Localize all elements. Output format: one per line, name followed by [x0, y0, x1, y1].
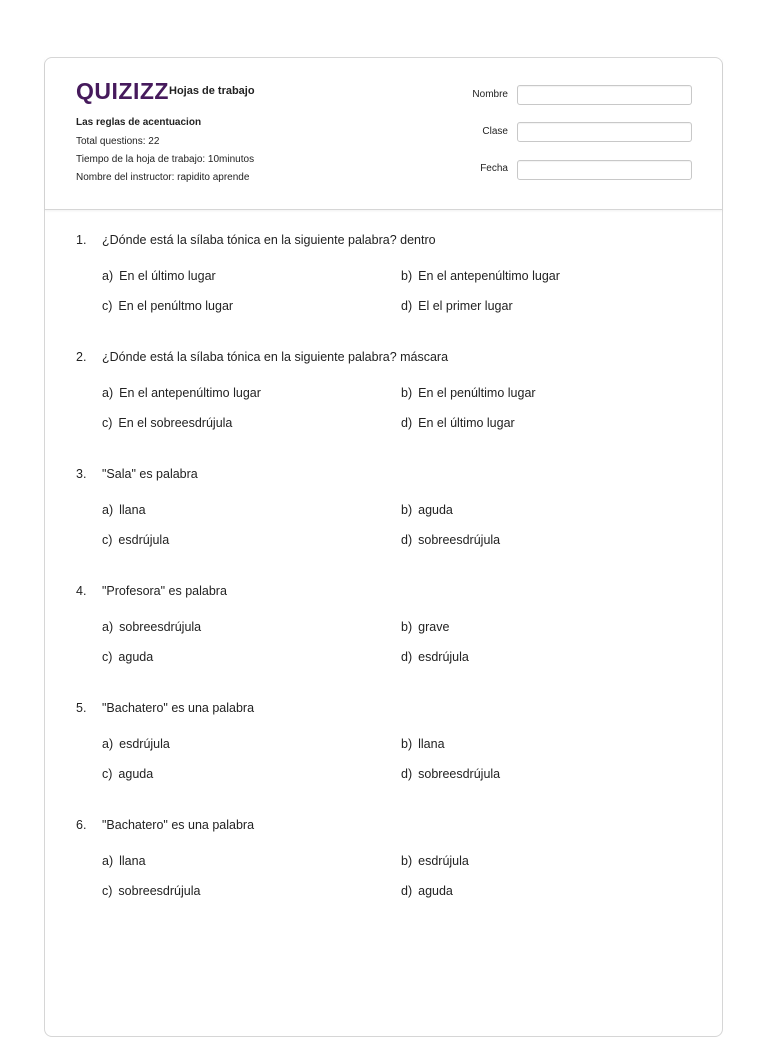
instructor-name: Nombre del instructor: rapidito aprende — [76, 172, 250, 183]
answer-option[interactable] — [401, 650, 469, 664]
option-letter: b) — [401, 269, 413, 283]
option-text: En el penúltmo lugar — [118, 299, 234, 313]
answer-option[interactable] — [401, 854, 469, 868]
answer-option[interactable] — [401, 269, 560, 283]
question-text: ¿Dónde está la sílaba tónica en la siguiente palabra? máscara — [102, 350, 449, 364]
option-text: llana — [119, 854, 146, 868]
question-text: "Bachatero" es una palabra — [102, 818, 255, 832]
option-letter: a) — [102, 386, 114, 400]
option-letter: b) — [401, 620, 413, 634]
answer-option[interactable] — [102, 533, 169, 547]
question-number: 3. — [76, 467, 87, 481]
question-text: ¿Dónde está la sílaba tónica en la siguiente palabra? dentro — [102, 233, 436, 247]
answer-option[interactable] — [102, 650, 153, 664]
total-questions: Total questions: 22 — [76, 136, 160, 147]
option-letter: c) — [102, 767, 113, 781]
question-number: 2. — [76, 350, 87, 364]
answer-option[interactable] — [401, 884, 453, 898]
worksheet-title: Las reglas de acentuacion — [76, 117, 202, 128]
name-label: Nombre — [472, 89, 508, 100]
question-number: 4. — [76, 584, 87, 598]
option-letter: c) — [102, 416, 113, 430]
worksheet-header — [45, 58, 722, 210]
question-number: 6. — [76, 818, 87, 832]
option-letter: c) — [102, 650, 113, 664]
option-letter: b) — [401, 854, 413, 868]
option-text: El el primer lugar — [418, 299, 513, 313]
option-text: sobreesdrújula — [118, 884, 201, 898]
option-letter: a) — [102, 854, 114, 868]
option-text: aguda — [118, 767, 154, 781]
answer-option[interactable] — [102, 269, 216, 283]
option-text: esdrújula — [118, 533, 170, 547]
option-letter: a) — [102, 503, 114, 517]
option-text: esdrújula — [418, 650, 469, 664]
logo-subtitle: Hojas de trabajo — [169, 85, 255, 97]
class-label: Clase — [482, 126, 508, 137]
option-text: En el antepenúltimo lugar — [418, 269, 560, 283]
option-letter: d) — [401, 767, 413, 781]
worksheet — [44, 57, 723, 1037]
option-letter: a) — [102, 620, 114, 634]
class-field[interactable] — [517, 122, 692, 142]
option-text: sobreesdrújula — [418, 767, 501, 781]
question-text: "Bachatero" es una palabra — [102, 701, 255, 715]
answer-option[interactable] — [401, 767, 500, 781]
answer-option[interactable] — [401, 737, 445, 751]
answer-option[interactable] — [102, 416, 232, 430]
date-field[interactable] — [517, 160, 692, 180]
option-text: llana — [119, 503, 146, 517]
question-number: 5. — [76, 701, 87, 715]
answer-option[interactable] — [401, 416, 515, 430]
answer-option[interactable] — [401, 503, 453, 517]
option-text: aguda — [418, 884, 453, 898]
option-letter: c) — [102, 533, 113, 547]
option-letter: b) — [401, 386, 413, 400]
option-letter: c) — [102, 299, 113, 313]
option-letter: d) — [401, 299, 413, 313]
option-text: esdrújula — [418, 854, 469, 868]
option-letter: d) — [401, 533, 413, 547]
worksheet-time: Tiempo de la hoja de trabajo: 10minutos — [76, 154, 255, 165]
option-text: grave — [418, 620, 450, 634]
answer-option[interactable] — [102, 737, 170, 751]
answer-option[interactable] — [102, 767, 153, 781]
answer-option[interactable] — [401, 386, 536, 400]
option-text: En el último lugar — [418, 416, 515, 430]
answer-option[interactable] — [401, 299, 513, 313]
option-letter: a) — [102, 269, 114, 283]
question-text: "Sala" es palabra — [102, 467, 198, 481]
option-letter: d) — [401, 416, 413, 430]
option-letter: a) — [102, 737, 114, 751]
quizizz-logo: QUIZIZZ — [76, 78, 169, 104]
answer-option[interactable] — [401, 620, 449, 634]
question-number: 1. — [76, 233, 87, 247]
answer-option[interactable] — [401, 533, 500, 547]
date-label: Fecha — [480, 163, 508, 174]
option-text: En el antepenúltimo lugar — [119, 386, 261, 400]
answer-option[interactable] — [102, 386, 261, 400]
answer-option[interactable] — [102, 503, 146, 517]
name-field[interactable] — [517, 85, 692, 105]
answer-option[interactable] — [102, 620, 201, 634]
option-text: En el sobreesdrújula — [118, 416, 233, 430]
option-letter: d) — [401, 650, 413, 664]
answer-option[interactable] — [102, 854, 146, 868]
answer-option[interactable] — [102, 299, 233, 313]
option-text: sobreesdrújula — [418, 533, 501, 547]
answer-option[interactable] — [102, 884, 200, 898]
option-text: llana — [418, 737, 445, 751]
option-text: esdrújula — [119, 737, 170, 751]
option-text: sobreesdrújula — [119, 620, 202, 634]
option-letter: b) — [401, 737, 413, 751]
option-text: En el último lugar — [119, 269, 216, 283]
option-letter: d) — [401, 884, 413, 898]
question-text: "Profesora" es palabra — [102, 584, 227, 598]
option-text: En el penúltimo lugar — [418, 386, 536, 400]
option-text: aguda — [418, 503, 453, 517]
option-text: aguda — [118, 650, 154, 664]
option-letter: c) — [102, 884, 113, 898]
option-letter: b) — [401, 503, 413, 517]
